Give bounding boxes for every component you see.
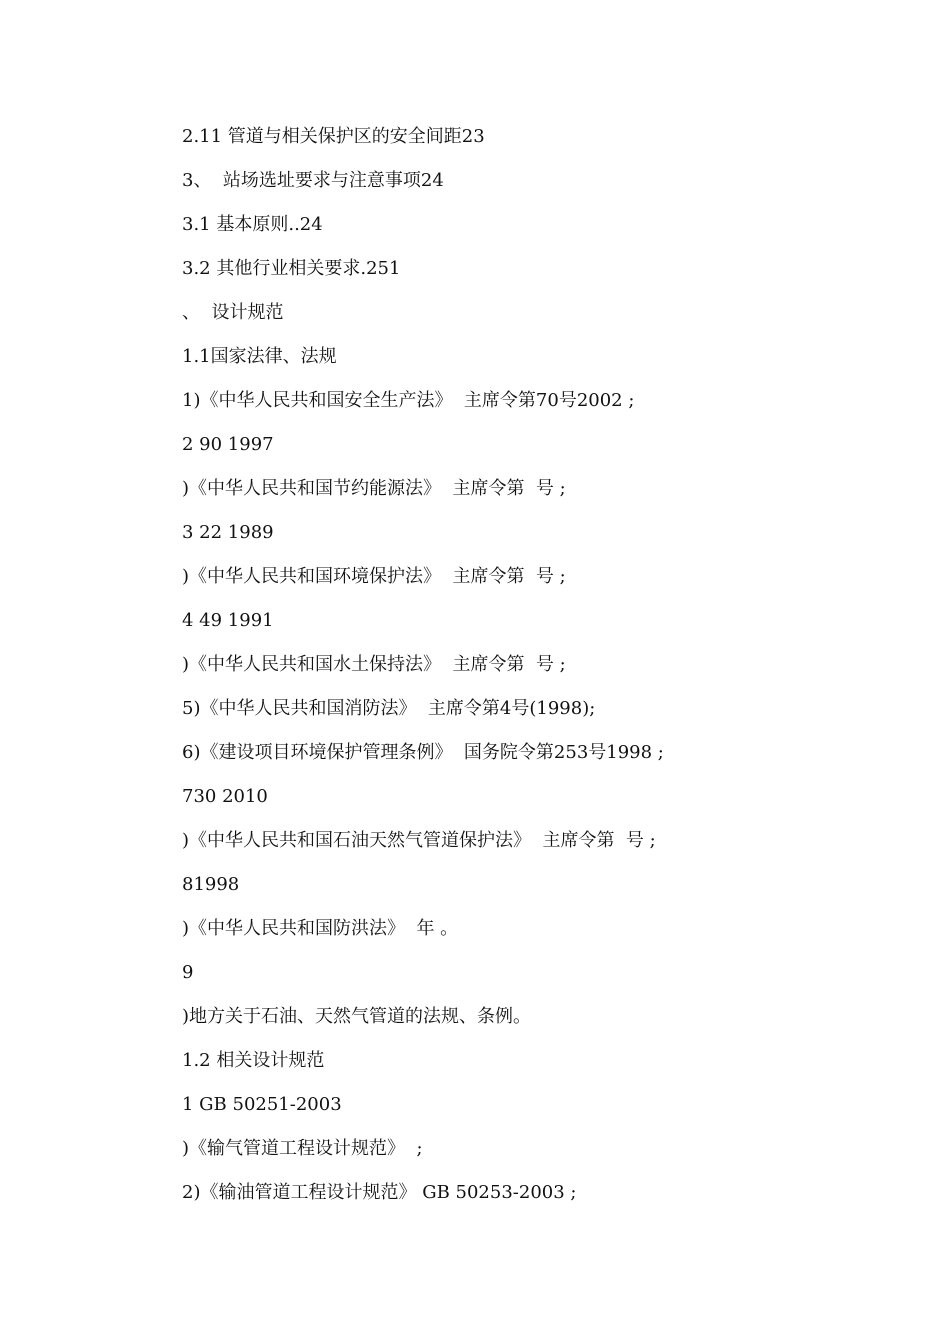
text-line: 6)《建设项目环境保护管理条例》 国务院令第253号1998 ; — [182, 742, 664, 763]
text-line: 2.11 管道与相关保护区的安全间距23 — [182, 126, 485, 147]
subsection-heading: 1.1国家法律、法规 — [182, 346, 337, 367]
text-line: 5)《中华人民共和国消防法》 主席令第4号(1998); — [182, 698, 596, 719]
text-line: )《中华人民共和国环境保护法》 主席令第 号 ; — [182, 566, 566, 587]
text-line: 3.1 基本原则..24 — [182, 214, 323, 235]
text-line: 730 2010 — [182, 786, 268, 807]
text-line: )《中华人民共和国节约能源法》 主席令第 号 ; — [182, 478, 566, 499]
text-line: 4 49 1991 — [182, 610, 274, 631]
text-line: 3、 站场选址要求与注意事项24 — [182, 170, 444, 191]
text-line: )《中华人民共和国石油天然气管道保护法》 主席令第 号 ; — [182, 830, 656, 851]
subsection-heading: 1.2 相关设计规范 — [182, 1050, 325, 1071]
text-line: 3.2 其他行业相关要求.251 — [182, 258, 401, 279]
text-line: )地方关于石油、天然气管道的法规、条例。 — [182, 1006, 532, 1027]
text-line: 3 22 1989 — [182, 522, 274, 543]
text-line: 1 GB 50251-2003 — [182, 1094, 342, 1115]
text-line: 2)《输油管道工程设计规范》 GB 50253-2003 ; — [182, 1182, 577, 1203]
text-line: 9 — [182, 962, 194, 983]
text-line: )《中华人民共和国水土保持法》 主席令第 号 ; — [182, 654, 566, 675]
section-heading: 、 设计规范 — [182, 302, 284, 323]
text-line: )《输气管道工程设计规范》 ; — [182, 1138, 423, 1159]
text-line: )《中华人民共和国防洪法》 年 。 — [182, 918, 459, 939]
document-body — [182, 124, 882, 1224]
text-line: 81998 — [182, 874, 240, 895]
text-line: 1)《中华人民共和国安全生产法》 主席令第70号2002 ; — [182, 390, 635, 411]
text-line: 2 90 1997 — [182, 434, 274, 455]
